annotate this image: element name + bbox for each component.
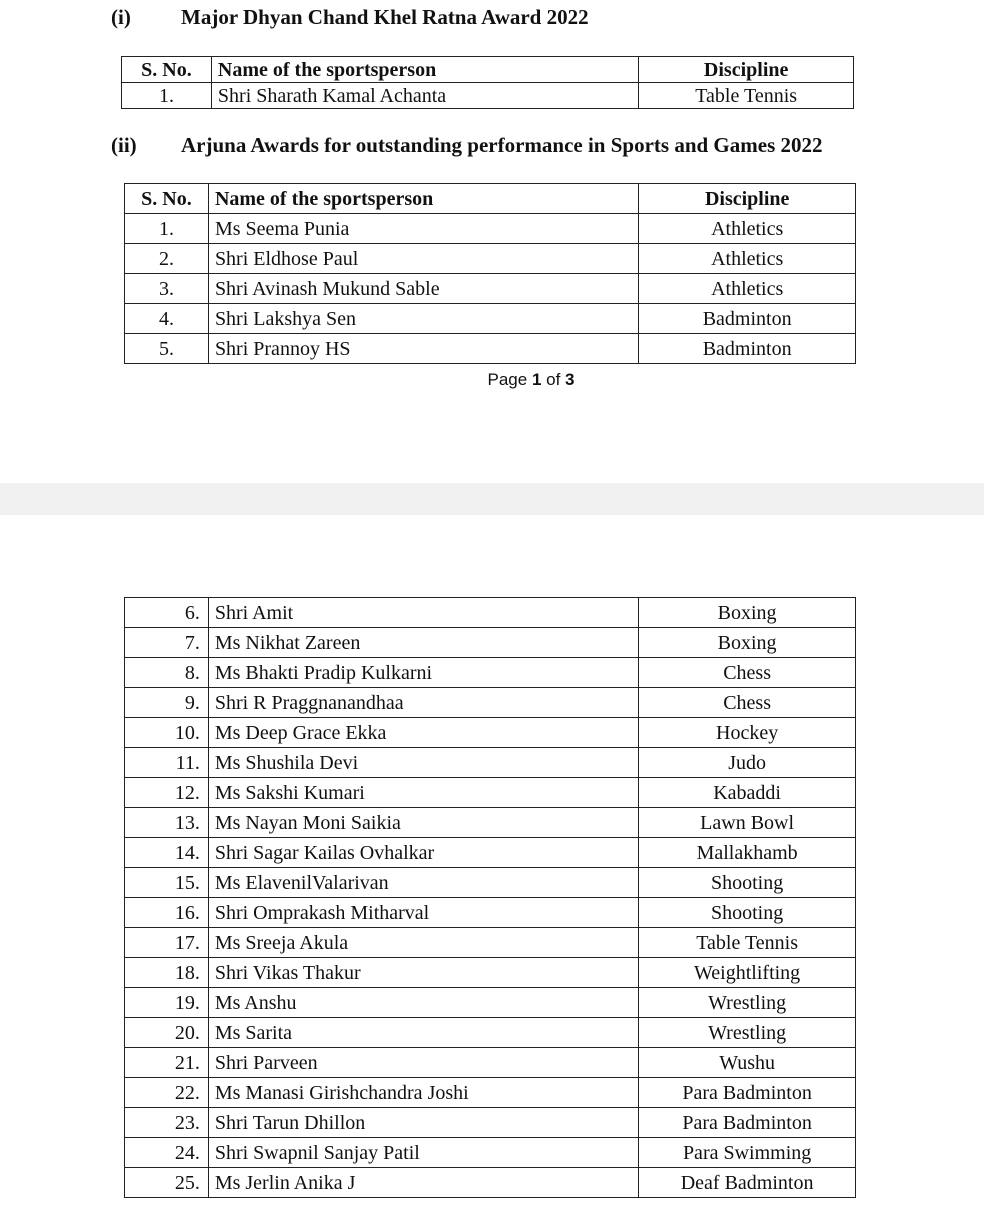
row-sno: 7. <box>125 628 209 658</box>
table-header-row <box>125 184 856 214</box>
row-name: Ms Sakshi Kumari <box>208 778 638 808</box>
table-row <box>125 958 856 988</box>
header-sno: S. No. <box>125 184 209 214</box>
arjuna-table-page-2 <box>124 597 856 1198</box>
row-discipline: Table Tennis <box>639 928 856 958</box>
row-discipline: Badminton <box>639 304 856 334</box>
section-1-title: Major Dhyan Chand Khel Ratna Award 2022 <box>181 5 589 29</box>
row-sno: 13. <box>125 808 209 838</box>
row-discipline: Athletics <box>639 244 856 274</box>
table-row <box>125 1138 856 1168</box>
row-discipline: Shooting <box>639 868 856 898</box>
row-name: Shri Amit <box>208 598 638 628</box>
table-row <box>125 1168 856 1198</box>
table-row <box>125 838 856 868</box>
row-sno: 20. <box>125 1018 209 1048</box>
table-row <box>125 1108 856 1138</box>
page-number <box>0 370 984 390</box>
row-name: Ms Sarita <box>208 1018 638 1048</box>
table-row <box>125 748 856 778</box>
row-discipline: Para Badminton <box>639 1078 856 1108</box>
row-discipline: Deaf Badminton <box>639 1168 856 1198</box>
row-name: Shri R Praggnanandhaa <box>208 688 638 718</box>
row-name: Ms Deep Grace Ekka <box>208 718 638 748</box>
row-sno: 3. <box>125 274 209 304</box>
table-row <box>125 718 856 748</box>
row-sno: 19. <box>125 988 209 1018</box>
row-discipline: Judo <box>639 748 856 778</box>
row-discipline: Para Swimming <box>639 1138 856 1168</box>
row-sno: 2. <box>125 244 209 274</box>
row-sno: 22. <box>125 1078 209 1108</box>
table-row <box>125 808 856 838</box>
khel-ratna-table <box>121 56 854 109</box>
page-prefix: Page <box>487 370 532 389</box>
row-discipline: Wushu <box>639 1048 856 1078</box>
row-name: Ms Nikhat Zareen <box>208 628 638 658</box>
header-discipline: Discipline <box>639 57 854 83</box>
arjuna-table-page-1 <box>124 183 856 364</box>
table-row <box>125 688 856 718</box>
row-discipline: Shooting <box>639 898 856 928</box>
page-current: 1 <box>531 370 542 389</box>
row-discipline: Table Tennis <box>639 83 854 109</box>
row-discipline: Boxing <box>639 598 856 628</box>
row-sno: 16. <box>125 898 209 928</box>
row-name: Ms Manasi Girishchandra Joshi <box>208 1078 638 1108</box>
row-sno: 6. <box>125 598 209 628</box>
row-name: Ms ElavenilValarivan <box>208 868 638 898</box>
section-2-number: (ii) <box>111 133 137 157</box>
section-1-number: (i) <box>111 5 131 29</box>
table-row <box>125 988 856 1018</box>
row-name: Shri Swapnil Sanjay Patil <box>208 1138 638 1168</box>
row-name: Ms Sreeja Akula <box>208 928 638 958</box>
table-row <box>122 83 854 109</box>
row-name: Shri Vikas Thakur <box>208 958 638 988</box>
row-discipline: Chess <box>639 658 856 688</box>
row-name: Ms Shushila Devi <box>208 748 638 778</box>
row-sno: 24. <box>125 1138 209 1168</box>
row-sno: 1. <box>122 83 212 109</box>
row-discipline: Athletics <box>639 274 856 304</box>
row-discipline: Weightlifting <box>639 958 856 988</box>
table-row <box>125 778 856 808</box>
row-sno: 12. <box>125 778 209 808</box>
row-discipline: Athletics <box>639 214 856 244</box>
table-row <box>125 928 856 958</box>
row-name: Ms Anshu <box>208 988 638 1018</box>
row-name: Shri Eldhose Paul <box>208 244 638 274</box>
row-discipline: Wrestling <box>639 1018 856 1048</box>
table-row <box>125 658 856 688</box>
table-row <box>125 1018 856 1048</box>
row-discipline: Chess <box>639 688 856 718</box>
row-sno: 21. <box>125 1048 209 1078</box>
row-discipline: Hockey <box>639 718 856 748</box>
row-sno: 11. <box>125 748 209 778</box>
row-name: Ms Seema Punia <box>208 214 638 244</box>
row-discipline: Mallakhamb <box>639 838 856 868</box>
row-discipline: Para Badminton <box>639 1108 856 1138</box>
section-2-title: Arjuna Awards for outstanding performance in Sports and Games 2022 <box>181 133 823 157</box>
row-discipline: Badminton <box>639 334 856 364</box>
table-header-row <box>122 57 854 83</box>
row-discipline: Wrestling <box>639 988 856 1018</box>
row-name: Shri Parveen <box>208 1048 638 1078</box>
table-row <box>125 598 856 628</box>
header-discipline: Discipline <box>639 184 856 214</box>
header-name: Name of the sportsperson <box>208 184 638 214</box>
row-name: Ms Jerlin Anika J <box>208 1168 638 1198</box>
row-name: Shri Sagar Kailas Ovhalkar <box>208 838 638 868</box>
page-middle: of <box>541 370 566 389</box>
page-total: 3 <box>565 370 575 389</box>
row-sno: 25. <box>125 1168 209 1198</box>
table-row <box>125 274 856 304</box>
row-sno: 1. <box>125 214 209 244</box>
table-row <box>125 214 856 244</box>
row-discipline: Kabaddi <box>639 778 856 808</box>
row-sno: 17. <box>125 928 209 958</box>
header-sno: S. No. <box>122 57 212 83</box>
row-name: Shri Tarun Dhillon <box>208 1108 638 1138</box>
row-sno: 18. <box>125 958 209 988</box>
row-name: Shri Avinash Mukund Sable <box>208 274 638 304</box>
row-sno: 4. <box>125 304 209 334</box>
page-separator <box>0 483 984 515</box>
table-row <box>125 628 856 658</box>
table-row <box>125 898 856 928</box>
row-discipline: Boxing <box>639 628 856 658</box>
row-sno: 10. <box>125 718 209 748</box>
row-sno: 8. <box>125 658 209 688</box>
row-name: Ms Bhakti Pradip Kulkarni <box>208 658 638 688</box>
table-row <box>125 868 856 898</box>
table-row <box>125 244 856 274</box>
row-sno: 9. <box>125 688 209 718</box>
header-name: Name of the sportsperson <box>211 57 638 83</box>
row-sno: 23. <box>125 1108 209 1138</box>
row-discipline: Lawn Bowl <box>639 808 856 838</box>
table-row <box>125 1078 856 1108</box>
row-sno: 5. <box>125 334 209 364</box>
table-row <box>125 334 856 364</box>
row-name: Shri Omprakash Mitharval <box>208 898 638 928</box>
row-sno: 15. <box>125 868 209 898</box>
row-sno: 14. <box>125 838 209 868</box>
row-name: Shri Sharath Kamal Achanta <box>211 83 638 109</box>
row-name: Shri Lakshya Sen <box>208 304 638 334</box>
row-name: Shri Prannoy HS <box>208 334 638 364</box>
table-row <box>125 304 856 334</box>
row-name: Ms Nayan Moni Saikia <box>208 808 638 838</box>
table-row <box>125 1048 856 1078</box>
